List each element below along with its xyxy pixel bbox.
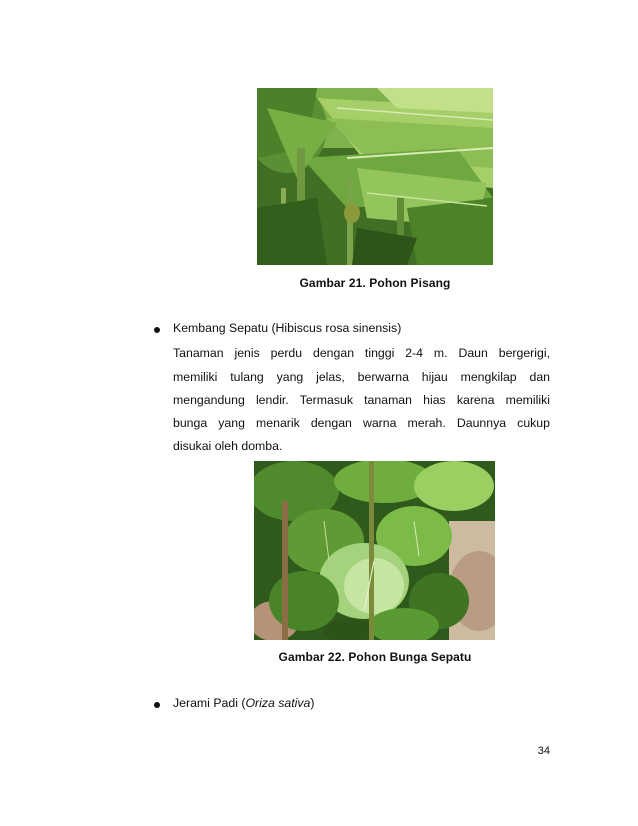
figure-caption: Gambar 22. Pohon Bunga Sepatu bbox=[278, 650, 472, 664]
scientific-name: Oriza sativa bbox=[245, 696, 311, 710]
heading-suffix: ) bbox=[310, 696, 315, 710]
bullet-point bbox=[154, 327, 160, 333]
paragraph-line: disukai oleh domba. bbox=[173, 439, 283, 453]
page-number: 34 bbox=[537, 745, 550, 757]
bullet-heading: Kembang Sepatu (Hibiscus rosa sinensis) bbox=[173, 321, 402, 335]
banana-tree-photo bbox=[257, 88, 493, 265]
bullet-point bbox=[154, 702, 160, 708]
figure-caption: Gambar 21. Pohon Pisang bbox=[299, 276, 451, 290]
paragraph-line: mengandung lendir. Termasuk tanaman hias karena memiliki bbox=[173, 393, 550, 407]
paragraph-line: memiliki tulang yang jelas, berwarna hijau mengkilap dan bbox=[173, 370, 550, 384]
heading-prefix: Jerami Padi ( bbox=[173, 696, 246, 710]
hibiscus-plant-photo bbox=[254, 461, 495, 640]
paragraph-line: Tanaman jenis perdu dengan tinggi 2-4 m. Daun bergerigi, bbox=[173, 346, 550, 360]
paragraph-line: bunga yang menarik dengan warna merah. Daunnya cukup bbox=[173, 416, 550, 430]
bullet-heading bbox=[173, 696, 314, 710]
